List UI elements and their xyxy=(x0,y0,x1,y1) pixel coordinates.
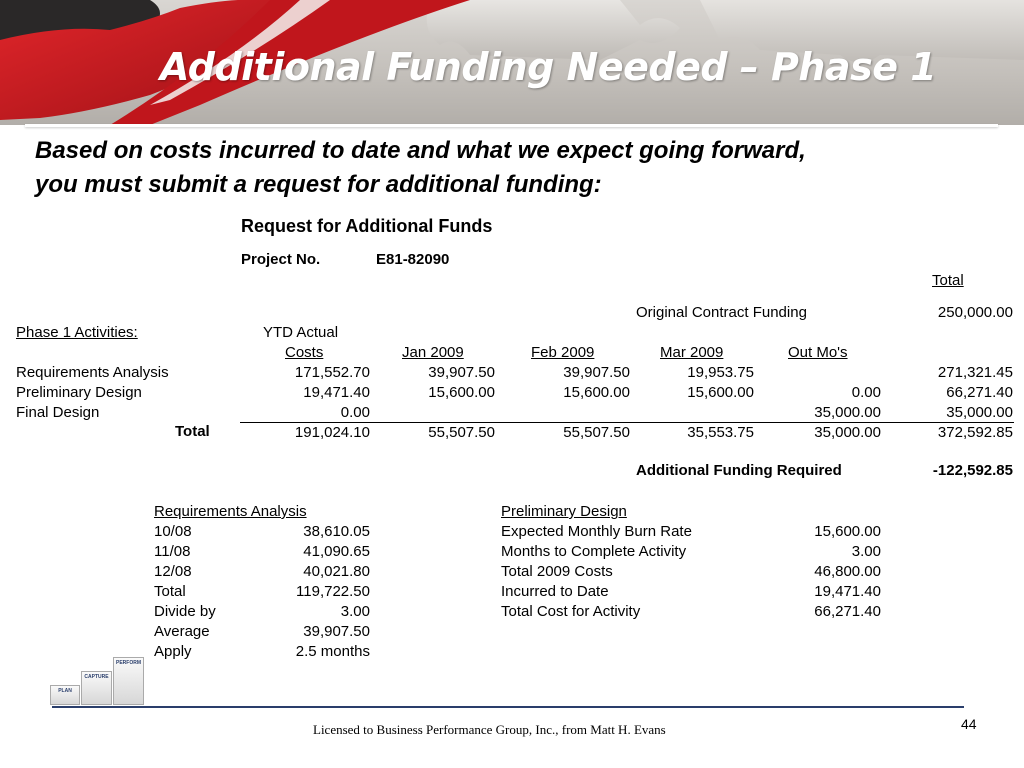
total-jan: 55,507.50 xyxy=(428,424,495,441)
detail-label: Total xyxy=(154,583,186,600)
total-row-label: Total xyxy=(175,423,210,440)
cell-total: 35,000.00 xyxy=(946,404,1013,421)
slide-title: Additional Funding Needed – Phase 1 xyxy=(160,45,937,89)
row-label: Requirements Analysis xyxy=(16,364,169,381)
detail-label: Divide by xyxy=(154,603,216,620)
row-label: Preliminary Design xyxy=(16,384,142,401)
license-text: Licensed to Business Performance Group, Inc., from Matt H. Evans xyxy=(313,722,666,737)
detail-label: 12/08 xyxy=(154,563,192,580)
intro-line-2: you must submit a request for additional funding: xyxy=(35,171,602,198)
detail-value: 41,090.65 xyxy=(303,543,370,560)
prelim-design-title: Preliminary Design xyxy=(501,503,627,520)
total-header: Total xyxy=(932,272,964,289)
detail-value: 3.00 xyxy=(851,543,881,560)
cell-jan: 39,907.50 xyxy=(428,364,495,381)
column-header-jan: Jan 2009 xyxy=(402,344,464,361)
cell-costs: 171,552.70 xyxy=(294,364,370,381)
req-analysis-title: Requirements Analysis xyxy=(154,503,307,520)
cell-jan: 15,600.00 xyxy=(428,384,495,401)
intro-line-1: Based on costs incurred to date and what we expect going forward, xyxy=(35,137,806,164)
detail-label: Incurred to Date xyxy=(501,583,609,600)
plan-capture-perform-logo xyxy=(50,655,146,705)
original-funding-value: 250,000.00 xyxy=(937,304,1013,321)
project-number: E81-82090 xyxy=(376,251,450,268)
column-header-costs: Costs xyxy=(285,344,324,361)
cell-total: 271,321.45 xyxy=(937,364,1013,381)
cell-out: 35,000.00 xyxy=(814,404,881,421)
total-feb: 55,507.50 xyxy=(563,424,630,441)
banner-divider xyxy=(25,124,998,127)
cell-feb: 15,600.00 xyxy=(563,384,630,401)
detail-value: 19,471.40 xyxy=(814,583,881,600)
detail-value: 2.5 months xyxy=(295,643,370,660)
logo-step-perform: PERFORM xyxy=(113,657,144,705)
detail-value: 15,600.00 xyxy=(814,523,881,540)
cell-total: 66,271.40 xyxy=(946,384,1013,401)
row-label: Final Design xyxy=(16,404,100,421)
detail-value: 3.00 xyxy=(340,603,370,620)
page-number: 44 xyxy=(961,716,977,732)
detail-value: 38,610.05 xyxy=(303,523,370,540)
logo-step-capture: CAPTURE xyxy=(81,671,112,705)
project-label: Project No. xyxy=(241,251,321,268)
total-out: 35,000.00 xyxy=(814,424,881,441)
cell-out: 0.00 xyxy=(851,384,881,401)
column-header-mar: Mar 2009 xyxy=(660,344,724,361)
additional-funding-label: Additional Funding Required xyxy=(636,462,842,479)
cell-mar: 19,953.75 xyxy=(687,364,754,381)
detail-value: 119,722.50 xyxy=(296,583,370,600)
column-header-feb: Feb 2009 xyxy=(531,344,595,361)
detail-value: 46,800.00 xyxy=(814,563,881,580)
cell-mar: 15,600.00 xyxy=(687,384,754,401)
cell-costs: 19,471.40 xyxy=(303,384,370,401)
detail-label: Apply xyxy=(154,643,192,660)
total-rule xyxy=(240,422,1014,423)
header-banner xyxy=(0,0,1024,125)
detail-value: 39,907.50 xyxy=(303,623,370,640)
request-title: Request for Additional Funds xyxy=(241,216,493,236)
detail-label: Average xyxy=(154,623,210,640)
footer-rule xyxy=(52,706,964,708)
cell-costs: 0.00 xyxy=(340,404,370,421)
detail-label: 10/08 xyxy=(154,523,192,540)
detail-value: 40,021.80 xyxy=(303,563,370,580)
cell-feb: 39,907.50 xyxy=(563,364,630,381)
column-header-out: Out Mo's xyxy=(788,344,848,361)
intro-text xyxy=(35,134,985,202)
detail-label: 11/08 xyxy=(154,543,191,560)
additional-funding-value: -122,592.85 xyxy=(932,462,1013,479)
total-mar: 35,553.75 xyxy=(687,424,754,441)
detail-label: Total Cost for Activity xyxy=(501,603,641,620)
detail-label: Total 2009 Costs xyxy=(501,563,613,580)
original-funding-label: Original Contract Funding xyxy=(636,304,807,321)
detail-label: Months to Complete Activity xyxy=(501,543,687,560)
ytd-actual-label: YTD Actual xyxy=(263,324,339,341)
total-costs: 191,024.10 xyxy=(294,424,370,441)
detail-value: 66,271.40 xyxy=(814,603,881,620)
total-total: 372,592.85 xyxy=(937,424,1013,441)
logo-step-plan: PLAN xyxy=(50,685,80,705)
activities-label: Phase 1 Activities: xyxy=(16,324,138,341)
detail-label: Expected Monthly Burn Rate xyxy=(501,523,692,540)
